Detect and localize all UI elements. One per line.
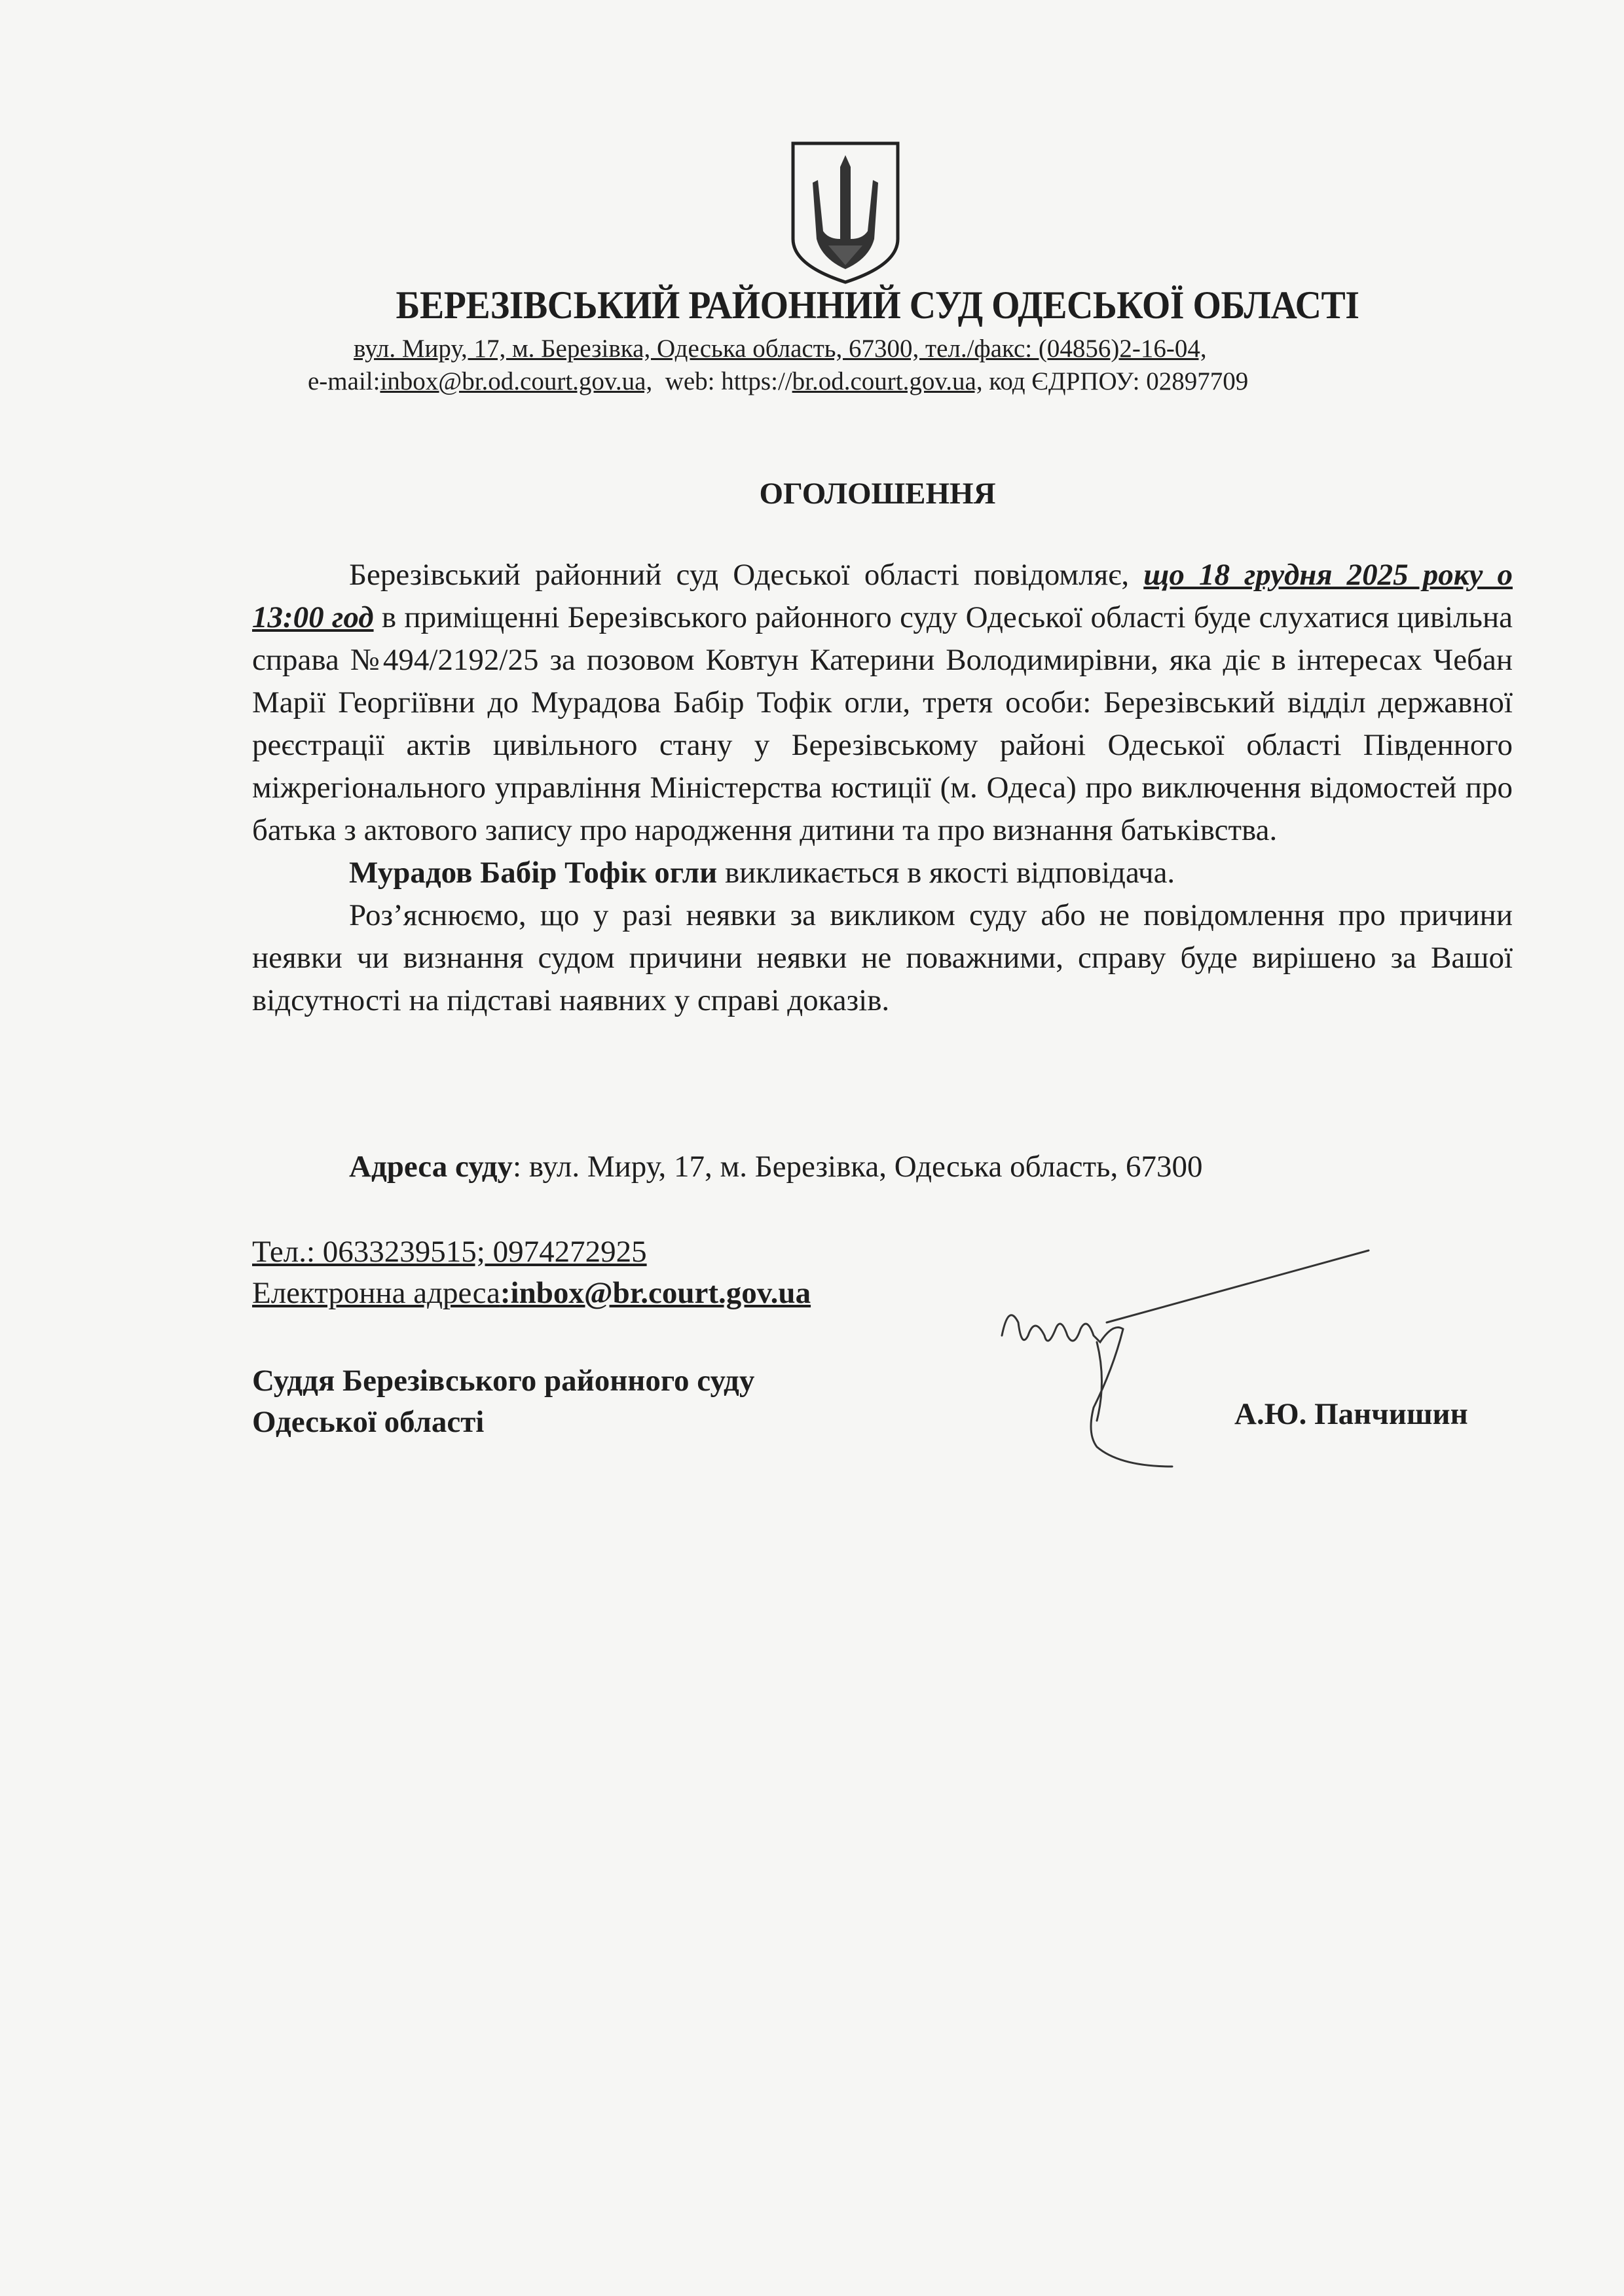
judge-name: А.Ю. Панчишин [1234, 1397, 1468, 1431]
paragraph-summons [252, 852, 1513, 894]
court-address-line: вул. Миру, 17, м. Березівка, Одеська область, 67300, тел./факс: (04856)2-16-04, [354, 335, 1207, 363]
text: в приміщенні Березівського районного суду Одеської області буде слухатися цивільна справа №494/2192/25 за позовом Ковтун Катерини Володимирівни, яка діє в інтересах Чебан Марії Георгіївни до Мурадова Бабір Тофік огли, третя особи: Березівський відділ державної реєстрації актів цивільного стану у Березівському районі Одеської області Південного міжрегіонального управління Міністерства юстиції (м. Одеса) про виключення відомостей про батька з актового запису про народження дитини та про визнання батьківства. [252, 600, 1513, 847]
text: викликається в якості відповідача. [717, 856, 1175, 890]
email-label: e-mail: [308, 367, 380, 395]
label: Електронна адреса [252, 1276, 500, 1310]
court-contacts [308, 367, 1248, 396]
court-email [252, 1275, 811, 1311]
email-link[interactable]: :inbox@br.court.gov.ua [500, 1276, 811, 1310]
email-link[interactable]: inbox@br.od.court.gov.ua, [380, 367, 653, 395]
judge-title-line: Одеської області [252, 1405, 485, 1439]
web-link[interactable]: br.od.court.gov.ua, [792, 367, 983, 395]
paragraph-explanation: Роз’яснюємо, що у разі неявки за викликом суду або не повідомлення про причини неявки чи визнання судом причини неявки не поважними, справу буде вирішено за Вашої відсутності на підставі наявних у справі доказів. [252, 898, 1513, 1017]
phone-numbers: Тел.: 0633239515; 0974272925 [252, 1235, 647, 1269]
label: Адреса суду [349, 1150, 513, 1184]
document-heading: ОГОЛОШЕННЯ [759, 477, 996, 511]
value: : вул. Миру, 17, м. Березівка, Одеська область, 67300 [513, 1150, 1203, 1184]
defendant-name: Мурадов Бабір Тофік огли [349, 856, 718, 890]
judge-title-line: Суддя Березівського районного суду [252, 1364, 755, 1398]
court-address [349, 1149, 1202, 1184]
text: Березівський районний суд Одеської області повідомляє, [349, 558, 1144, 592]
edrpou: код ЄДРПОУ: 02897709 [989, 367, 1249, 395]
coat-of-arms-trident-icon [789, 141, 902, 285]
web-label: web: https:// [665, 367, 792, 395]
judge-title [252, 1360, 754, 1443]
handwritten-signature [982, 1237, 1388, 1532]
court-name: БЕРЕЗІВСЬКИЙ РАЙОННИЙ СУД ОДЕСЬКОЇ ОБЛАСТІ [396, 283, 1359, 327]
hearing-date: що 18 грудня 2025 року о 13:00 год [252, 558, 1513, 634]
announcement-body [252, 554, 1513, 1022]
paragraph-hearing [252, 554, 1513, 852]
